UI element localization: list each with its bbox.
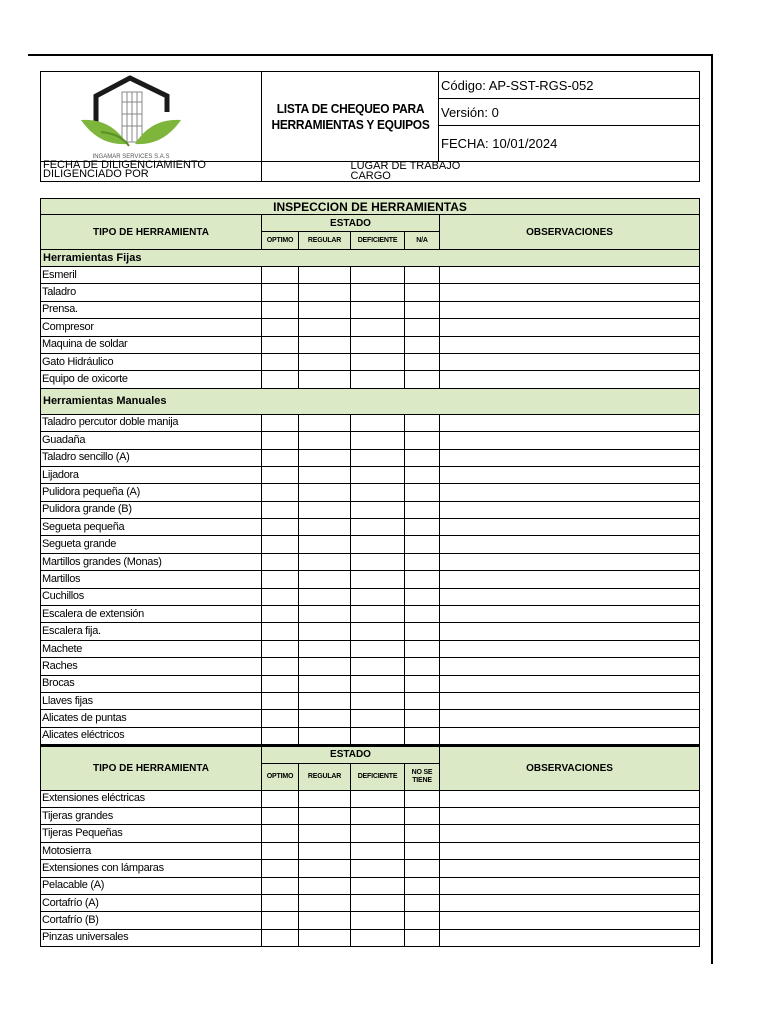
tool-name: Tijeras Pequeñas [41,825,262,842]
observaciones-cell[interactable] [440,895,700,912]
optimo-cell[interactable] [262,912,299,929]
optimo-cell[interactable] [262,353,299,370]
table-row [41,842,700,859]
deficiente-cell[interactable] [351,371,405,388]
title-line-1: LISTA DE CHEQUEO PARA [276,100,424,116]
deficiente-cell[interactable] [351,284,405,301]
na-cell[interactable] [405,877,440,894]
table-row [41,640,700,657]
observaciones-cell[interactable] [440,860,700,877]
table-row [41,267,700,284]
tool-name: Segueta grande [41,536,262,553]
optimo-cell[interactable] [262,484,299,501]
tool-name: Taladro percutor doble manija [41,414,262,431]
tool-name: Brocas [41,675,262,692]
na-cell[interactable] [405,267,440,284]
tool-name: Pulidora pequeña (A) [41,484,262,501]
observaciones-cell[interactable] [440,623,700,640]
optimo-cell[interactable] [262,929,299,946]
na-cell[interactable] [405,658,440,675]
tool-name: Pinzas universales [41,929,262,946]
optimo-cell[interactable] [262,571,299,588]
table-row [41,571,700,588]
tool-name: Martillos grandes (Monas) [41,553,262,570]
na-cell[interactable] [405,588,440,605]
table-row [41,692,700,709]
regular-cell[interactable] [299,267,351,284]
tool-name: Raches [41,658,262,675]
deficiente-cell[interactable] [351,825,405,842]
table-row [41,895,700,912]
regular-cell[interactable] [299,449,351,466]
deficiente-cell[interactable] [351,553,405,570]
tool-name: Machete [41,640,262,657]
regular-cell[interactable] [299,912,351,929]
table-row [41,825,700,842]
deficiente-cell[interactable] [351,692,405,709]
regular-cell[interactable] [299,501,351,518]
title-line-2: HERRAMIENTAS Y EQUIPOS [270,116,430,132]
tool-name: Cuchillos [41,588,262,605]
observaciones-cell[interactable] [440,692,700,709]
table-row [41,623,700,640]
document-header [40,71,700,162]
na-cell[interactable] [405,553,440,570]
deficiente-cell[interactable] [351,912,405,929]
observaciones-cell[interactable] [440,432,700,449]
group-herramientas-fijas: Herramientas Fijas [41,250,700,267]
regular-cell[interactable] [299,808,351,825]
na-cell[interactable] [405,929,440,946]
col-observaciones-2: OBSERVACIONES [440,746,700,790]
observaciones-cell[interactable] [440,449,700,466]
na-cell[interactable] [405,640,440,657]
na-cell[interactable] [405,727,440,744]
col-estado: ESTADO [262,215,440,232]
deficiente-cell[interactable] [351,301,405,318]
observaciones-cell[interactable] [440,929,700,946]
table-row [41,284,700,301]
table-row [41,658,700,675]
deficiente-cell[interactable] [351,790,405,807]
regular-cell[interactable] [299,860,351,877]
tool-name: Escalera de extensión [41,606,262,623]
tool-name: Equipo de oxicorte [41,371,262,388]
regular-cell[interactable] [299,929,351,946]
deficiente-cell[interactable] [351,336,405,353]
col-optimo-2: OPTIMO [262,763,299,790]
optimo-cell[interactable] [262,466,299,483]
tool-name: Taladro [41,284,262,301]
observaciones-cell[interactable] [440,553,700,570]
document-date: FECHA: 10/01/2024 [439,126,700,162]
document-code: Código: AP-SST-RGS-052 [439,72,700,99]
col-regular-2: REGULAR [299,763,351,790]
observaciones-cell[interactable] [440,301,700,318]
deficiente-cell[interactable] [351,449,405,466]
observaciones-cell[interactable] [440,353,700,370]
table-row [41,553,700,570]
deficiente-cell[interactable] [351,658,405,675]
deficiente-cell[interactable] [351,571,405,588]
regular-cell[interactable] [299,519,351,536]
regular-cell[interactable] [299,895,351,912]
regular-cell[interactable] [299,536,351,553]
observaciones-cell[interactable] [440,606,700,623]
meta-left [41,160,262,182]
tool-name: Guadaña [41,432,262,449]
table-row [41,466,700,483]
inspection-table [40,198,700,745]
regular-cell[interactable] [299,371,351,388]
deficiente-cell[interactable] [351,432,405,449]
tool-name: Prensa. [41,301,262,318]
observaciones-cell[interactable] [440,414,700,431]
document-title [269,72,432,162]
col-regular: REGULAR [299,232,351,250]
table-row [41,912,700,929]
table-row [41,301,700,318]
na-cell[interactable] [405,675,440,692]
na-cell[interactable] [405,623,440,640]
na-cell[interactable] [405,825,440,842]
observaciones-cell[interactable] [440,336,700,353]
regular-cell[interactable] [299,353,351,370]
optimo-cell[interactable] [262,895,299,912]
regular-cell[interactable] [299,842,351,859]
table-row [41,336,700,353]
regular-cell[interactable] [299,825,351,842]
col-observaciones: OBSERVACIONES [440,215,700,250]
regular-cell[interactable] [299,623,351,640]
observaciones-cell[interactable] [440,675,700,692]
na-cell[interactable] [405,501,440,518]
tool-name: Escalera fija. [41,623,262,640]
no-se-label: NO SE [411,768,433,776]
observaciones-cell[interactable] [440,536,700,553]
table-row [41,675,700,692]
fecha-label: FECHA DE DILIGENCIAMIENTO [43,160,206,171]
meta-right [349,160,700,182]
cargo-label: CARGO [350,170,391,182]
tool-name: Llaves fijas [41,692,262,709]
company-logo [41,72,262,162]
checklist-sheet [40,71,699,947]
regular-cell[interactable] [299,466,351,483]
col-optimo: OPTIMO [262,232,299,250]
deficiente-cell[interactable] [351,895,405,912]
na-cell[interactable] [405,842,440,859]
col-no-se-tiene [405,763,440,790]
optimo-cell[interactable] [262,336,299,353]
deficiente-cell[interactable] [351,466,405,483]
optimo-cell[interactable] [262,606,299,623]
tool-name: Extensiones con lámparas [41,860,262,877]
table-row [41,710,700,727]
table-row [41,929,700,946]
deficiente-cell[interactable] [351,929,405,946]
tool-name: Maquina de soldar [41,336,262,353]
deficiente-cell[interactable] [351,267,405,284]
observaciones-cell[interactable] [440,808,700,825]
na-cell[interactable] [405,606,440,623]
tool-name: Gato Hidráulico [41,353,262,370]
tiene-label: TIENE [412,776,432,784]
optimo-cell[interactable] [262,727,299,744]
table-row [41,414,700,431]
na-cell[interactable] [405,432,440,449]
regular-cell[interactable] [299,553,351,570]
table-row [41,588,700,605]
observaciones-cell[interactable] [440,484,700,501]
observaciones-cell[interactable] [440,319,700,336]
deficiente-cell[interactable] [351,606,405,623]
optimo-cell[interactable] [262,319,299,336]
table-row [41,449,700,466]
regular-cell[interactable] [299,692,351,709]
group-herramientas-manuales: Herramientas Manuales [41,388,700,414]
regular-cell[interactable] [299,790,351,807]
deficiente-cell[interactable] [351,860,405,877]
regular-cell[interactable] [299,640,351,657]
tool-name: Motosierra [41,842,262,859]
observaciones-cell[interactable] [440,371,700,388]
observaciones-cell[interactable] [440,571,700,588]
regular-cell[interactable] [299,284,351,301]
na-cell[interactable] [405,371,440,388]
deficiente-cell[interactable] [351,588,405,605]
deficiente-cell[interactable] [351,536,405,553]
observaciones-cell[interactable] [440,466,700,483]
tool-name: Cortafrío (A) [41,895,262,912]
regular-cell[interactable] [299,319,351,336]
col-deficiente-2: DEFICIENTE [351,763,405,790]
na-cell[interactable] [405,449,440,466]
optimo-cell[interactable] [262,284,299,301]
optimo-cell[interactable] [262,825,299,842]
col-tipo-herramienta: TIPO DE HERRAMIENTA [41,215,262,250]
na-cell[interactable] [405,519,440,536]
tool-name: Cortafrío (B) [41,912,262,929]
optimo-cell[interactable] [262,790,299,807]
na-cell[interactable] [405,692,440,709]
regular-cell[interactable] [299,571,351,588]
observaciones-cell[interactable] [440,790,700,807]
observaciones-cell[interactable] [440,842,700,859]
table-row [41,484,700,501]
na-cell[interactable] [405,860,440,877]
na-cell[interactable] [405,466,440,483]
observaciones-cell[interactable] [440,519,700,536]
optimo-cell[interactable] [262,675,299,692]
diligenciado-label: DILIGENCIADO POR [43,168,149,180]
regular-cell[interactable] [299,484,351,501]
table-row [41,432,700,449]
table-row [41,877,700,894]
optimo-cell[interactable] [262,842,299,859]
table-row [41,860,700,877]
optimo-cell[interactable] [262,623,299,640]
observaciones-cell[interactable] [440,727,700,744]
tool-name: Pelacable (A) [41,877,262,894]
table-row [41,808,700,825]
col-estado-2: ESTADO [262,746,440,763]
svg-text:INGAMAR SERVICES S.A.S: INGAMAR SERVICES S.A.S [92,154,170,160]
optimo-cell[interactable] [262,301,299,318]
tool-name: Pulidora grande (B) [41,501,262,518]
optimo-cell[interactable] [262,414,299,431]
table-row [41,519,700,536]
deficiente-cell[interactable] [351,842,405,859]
deficiente-cell[interactable] [351,319,405,336]
observaciones-cell[interactable] [440,877,700,894]
optimo-cell[interactable] [262,371,299,388]
tool-name: Alicates eléctricos [41,727,262,744]
deficiente-cell[interactable] [351,727,405,744]
inspection-title: INSPECCION DE HERRAMIENTAS [41,199,700,215]
deficiente-cell[interactable] [351,623,405,640]
observaciones-cell[interactable] [440,267,700,284]
optimo-cell[interactable] [262,710,299,727]
tool-name: Tijeras grandes [41,808,262,825]
regular-cell[interactable] [299,588,351,605]
na-cell[interactable] [405,301,440,318]
tool-name: Esmeril [41,267,262,284]
regular-cell[interactable] [299,414,351,431]
deficiente-cell[interactable] [351,501,405,518]
regular-cell[interactable] [299,727,351,744]
observaciones-cell[interactable] [440,710,700,727]
house-leaf-logo-icon [41,72,262,162]
tool-name: Taladro sencillo (A) [41,449,262,466]
na-cell[interactable] [405,808,440,825]
meta-block [40,160,700,182]
optimo-cell[interactable] [262,501,299,518]
optimo-cell[interactable] [262,449,299,466]
col-deficiente: DEFICIENTE [351,232,405,250]
optimo-cell[interactable] [262,432,299,449]
na-cell[interactable] [405,710,440,727]
manuales-rows [41,414,700,744]
otros-rows [41,790,700,947]
tool-name: Compresor [41,319,262,336]
table-row [41,353,700,370]
col-na: N/A [405,232,440,250]
table-row [41,606,700,623]
tool-name: Lijadora [41,466,262,483]
observaciones-cell[interactable] [440,588,700,605]
deficiente-cell[interactable] [351,675,405,692]
observaciones-cell[interactable] [440,825,700,842]
na-cell[interactable] [405,484,440,501]
observaciones-cell[interactable] [440,912,700,929]
na-cell[interactable] [405,536,440,553]
na-cell[interactable] [405,319,440,336]
table-row [41,790,700,807]
deficiente-cell[interactable] [351,877,405,894]
inspection-table-2 [40,745,700,947]
fijas-rows [41,267,700,389]
regular-cell[interactable] [299,658,351,675]
na-cell[interactable] [405,571,440,588]
optimo-cell[interactable] [262,692,299,709]
table-row [41,319,700,336]
na-cell[interactable] [405,414,440,431]
regular-cell[interactable] [299,877,351,894]
table-row [41,536,700,553]
tool-name: Segueta pequeña [41,519,262,536]
optimo-cell[interactable] [262,877,299,894]
optimo-cell[interactable] [262,267,299,284]
optimo-cell[interactable] [262,808,299,825]
deficiente-cell[interactable] [351,353,405,370]
table-row [41,727,700,744]
regular-cell[interactable] [299,710,351,727]
deficiente-cell[interactable] [351,710,405,727]
observaciones-cell[interactable] [440,640,700,657]
na-cell[interactable] [405,912,440,929]
na-cell[interactable] [405,336,440,353]
optimo-cell[interactable] [262,536,299,553]
regular-cell[interactable] [299,336,351,353]
optimo-cell[interactable] [262,640,299,657]
na-cell[interactable] [405,790,440,807]
lugar-label: LUGAR DE TRABAJO [350,160,461,172]
deficiente-cell[interactable] [351,484,405,501]
optimo-cell[interactable] [262,553,299,570]
tool-name: Martillos [41,571,262,588]
observaciones-cell[interactable] [440,501,700,518]
observaciones-cell[interactable] [440,658,700,675]
regular-cell[interactable] [299,432,351,449]
document-version: Versión: 0 [439,99,700,126]
regular-cell[interactable] [299,675,351,692]
optimo-cell[interactable] [262,860,299,877]
optimo-cell[interactable] [262,658,299,675]
na-cell[interactable] [405,895,440,912]
tool-name: Alicates de puntas [41,710,262,727]
regular-cell[interactable] [299,606,351,623]
table-row [41,371,700,388]
optimo-cell[interactable] [262,588,299,605]
deficiente-cell[interactable] [351,414,405,431]
observaciones-cell[interactable] [440,284,700,301]
table-row [41,501,700,518]
na-cell[interactable] [405,353,440,370]
deficiente-cell[interactable] [351,808,405,825]
deficiente-cell[interactable] [351,519,405,536]
optimo-cell[interactable] [262,519,299,536]
tool-name: Extensiones eléctricas [41,790,262,807]
col-tipo-herramienta-2: TIPO DE HERRAMIENTA [41,746,262,790]
na-cell[interactable] [405,284,440,301]
regular-cell[interactable] [299,301,351,318]
deficiente-cell[interactable] [351,640,405,657]
